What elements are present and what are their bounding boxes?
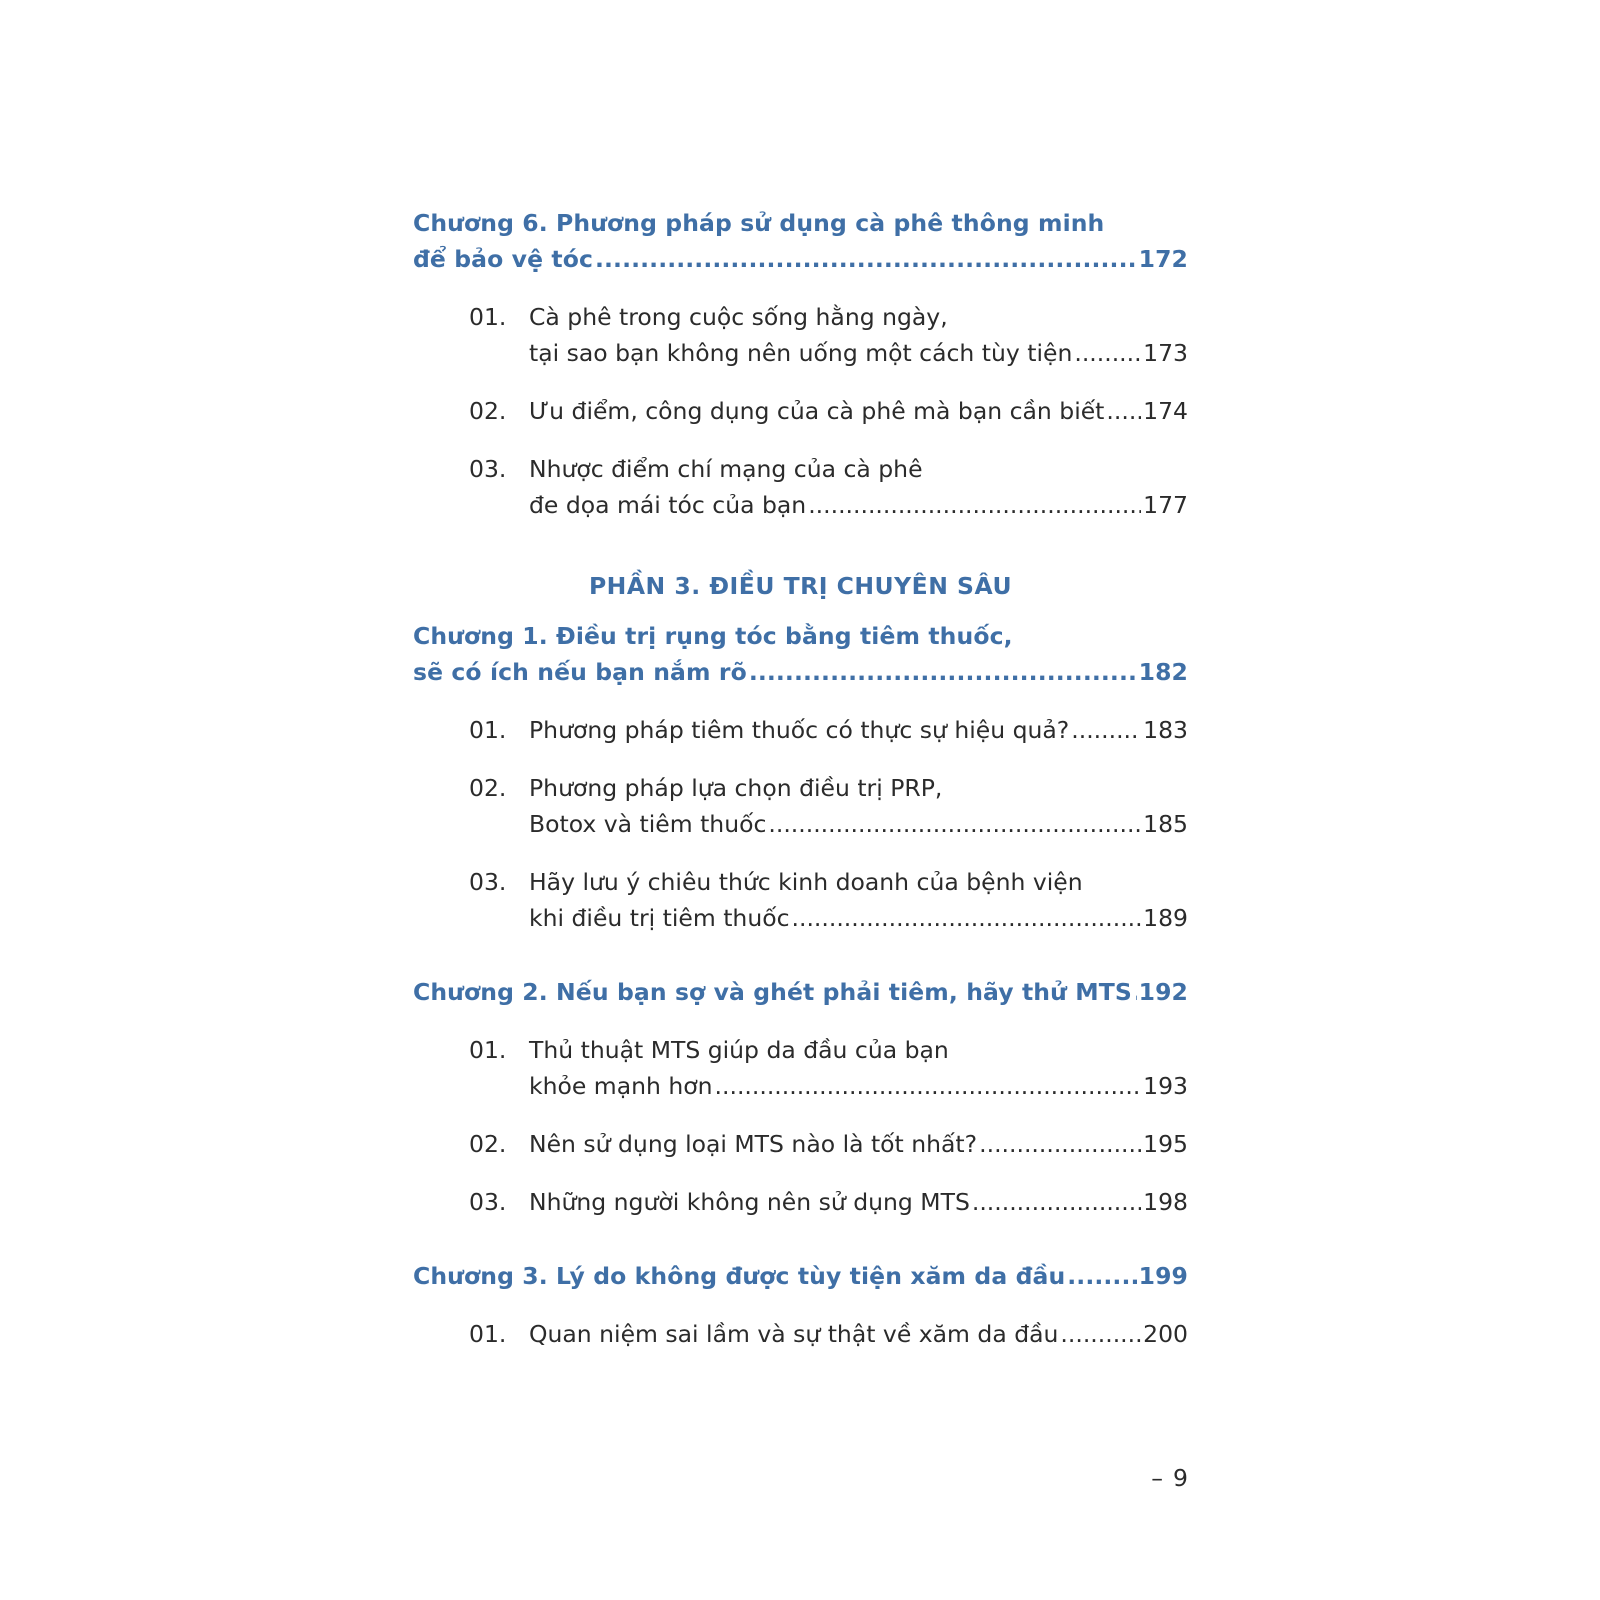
item-title-cont: khi điều trị tiêm thuốc bbox=[529, 904, 790, 932]
page-number bbox=[1151, 1460, 1188, 1496]
item-number: 01. bbox=[469, 716, 507, 744]
dot-leader bbox=[595, 241, 1137, 277]
toc-item[interactable] bbox=[413, 1316, 1188, 1352]
chapter-3-entry[interactable] bbox=[413, 1258, 1188, 1294]
item-title: Thủ thuật MTS giúp da đầu của bạn bbox=[529, 1036, 949, 1064]
dot-leader bbox=[808, 487, 1141, 523]
toc-item[interactable] bbox=[413, 712, 1188, 748]
item-title: Nhược điểm chí mạng của cà phê bbox=[529, 455, 923, 483]
toc-item[interactable] bbox=[413, 864, 1188, 936]
dot-leader bbox=[1074, 335, 1141, 371]
toc-item[interactable] bbox=[413, 451, 1188, 523]
item-number: 03. bbox=[469, 455, 507, 483]
item-number: 02. bbox=[469, 1130, 507, 1158]
page-number-dash: – bbox=[1151, 1464, 1164, 1492]
chapter-page-number: 199 bbox=[1138, 1262, 1188, 1290]
item-title: Phương pháp tiêm thuốc có thực sự hiệu quả? bbox=[529, 716, 1070, 744]
dot-leader bbox=[1134, 974, 1137, 1010]
dot-leader bbox=[972, 1184, 1141, 1220]
item-page-number: 193 bbox=[1143, 1072, 1188, 1100]
chapter-title-line bbox=[413, 205, 1188, 241]
dot-leader bbox=[749, 654, 1137, 690]
item-page-number: 195 bbox=[1143, 1130, 1188, 1158]
item-title-cont: Botox và tiêm thuốc bbox=[529, 810, 767, 838]
item-page-number: 183 bbox=[1143, 716, 1188, 744]
item-number: 03. bbox=[469, 1188, 507, 1216]
item-title: Quan niệm sai lầm và sự thật về xăm da đầu bbox=[529, 1320, 1059, 1348]
chapter-page-number: 172 bbox=[1138, 245, 1188, 273]
item-page-number: 189 bbox=[1143, 904, 1188, 932]
chapter-2-entry[interactable] bbox=[413, 974, 1188, 1010]
chapter-title-line bbox=[413, 241, 1188, 277]
chapter-title: Chương 2. Nếu bạn sợ và ghét phải tiêm, hãy thử MTS bbox=[413, 978, 1132, 1006]
dot-leader bbox=[1060, 1316, 1141, 1352]
item-page-number: 185 bbox=[1143, 810, 1188, 838]
part-3-heading: PHẦN 3. ĐIỀU TRỊ CHUYÊN SÂU bbox=[588, 572, 1013, 600]
toc-item[interactable] bbox=[413, 1032, 1188, 1104]
chapter-title: Chương 1. Điều trị rụng tóc bằng tiêm thuốc, bbox=[413, 622, 1013, 650]
item-number: 03. bbox=[469, 868, 507, 896]
item-title: Phương pháp lựa chọn điều trị PRP, bbox=[529, 774, 943, 802]
item-title: Hãy lưu ý chiêu thức kinh doanh của bệnh viện bbox=[529, 868, 1083, 896]
chapter-page-number: 192 bbox=[1138, 978, 1188, 1006]
item-number: 01. bbox=[469, 1036, 507, 1064]
item-page-number: 173 bbox=[1143, 339, 1188, 367]
chapter-title-cont: sẽ có ích nếu bạn nắm rõ bbox=[413, 658, 747, 686]
chapter-page-number: 182 bbox=[1138, 658, 1188, 686]
dot-leader bbox=[792, 900, 1142, 936]
chapter-title: Chương 3. Lý do không được tùy tiện xăm da đầu bbox=[413, 1262, 1066, 1290]
dot-leader bbox=[1071, 712, 1141, 748]
item-title-cont: đe dọa mái tóc của bạn bbox=[529, 491, 807, 519]
chapter-title-cont: để bảo vệ tóc bbox=[413, 245, 593, 273]
item-number: 01. bbox=[469, 303, 507, 331]
item-number: 02. bbox=[469, 397, 507, 425]
chapter-6-entry[interactable] bbox=[413, 205, 1188, 277]
item-page-number: 198 bbox=[1143, 1188, 1188, 1216]
item-title: Cà phê trong cuộc sống hằng ngày, bbox=[529, 303, 948, 331]
dot-leader bbox=[1067, 1258, 1136, 1294]
toc-item[interactable] bbox=[413, 770, 1188, 842]
toc-item[interactable] bbox=[413, 393, 1188, 429]
item-page-number: 200 bbox=[1143, 1320, 1188, 1348]
dot-leader bbox=[768, 806, 1141, 842]
dot-leader bbox=[1106, 393, 1141, 429]
item-title: Những người không nên sử dụng MTS bbox=[529, 1188, 970, 1216]
item-number: 01. bbox=[469, 1320, 507, 1348]
page-number-value: 9 bbox=[1173, 1464, 1188, 1492]
item-number: 02. bbox=[469, 774, 507, 802]
item-title: Nên sử dụng loại MTS nào là tốt nhất? bbox=[529, 1130, 978, 1158]
item-page-number: 174 bbox=[1143, 397, 1188, 425]
toc-item[interactable] bbox=[413, 299, 1188, 371]
item-title-cont: khỏe mạnh hơn bbox=[529, 1072, 713, 1100]
table-of-contents bbox=[413, 205, 1188, 1352]
chapter-title: Chương 6. Phương pháp sử dụng cà phê thông minh bbox=[413, 209, 1105, 237]
dot-leader bbox=[715, 1068, 1142, 1104]
dot-leader bbox=[979, 1126, 1141, 1162]
item-page-number: 177 bbox=[1143, 491, 1188, 519]
item-title: Ưu điểm, công dụng của cà phê mà bạn cần biết bbox=[529, 397, 1105, 425]
toc-item[interactable] bbox=[413, 1184, 1188, 1220]
toc-item[interactable] bbox=[413, 1126, 1188, 1162]
item-title-cont: tại sao bạn không nên uống một cách tùy tiện bbox=[529, 339, 1073, 367]
chapter-1-entry[interactable] bbox=[413, 618, 1188, 690]
